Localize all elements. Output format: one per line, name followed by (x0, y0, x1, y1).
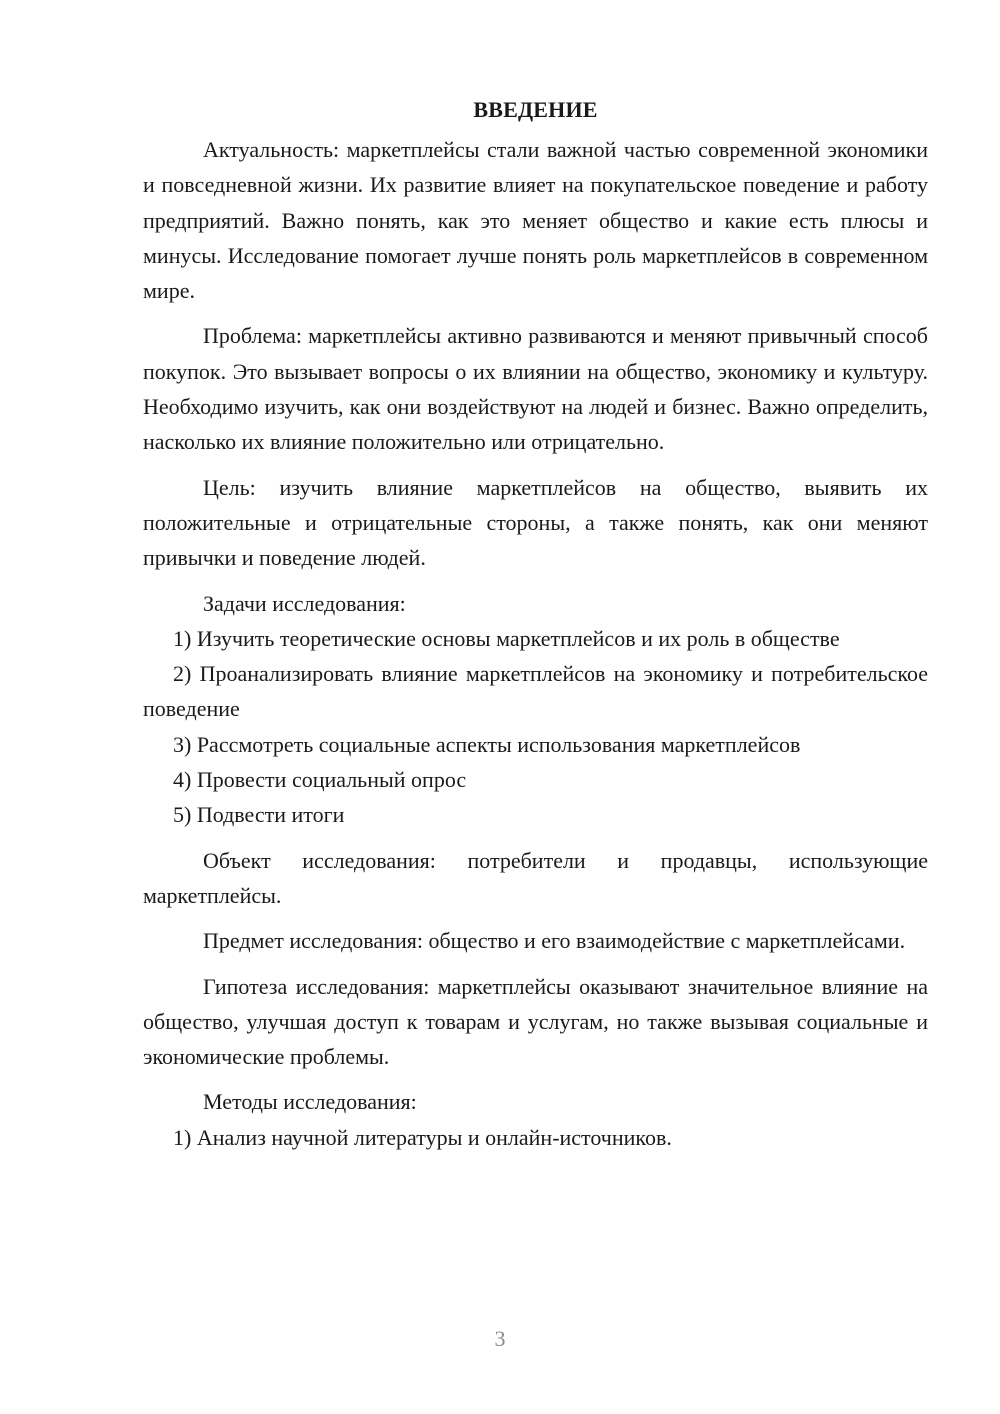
paragraph-problem: Проблема: маркетплейсы активно развиваются и меняют привычный способ покупок. Это вызывает вопросы о их влиянии на общество, экономику и культуру. Необходимо изучить, как они воздействуют на людей и бизнес. Важно определить, насколько их влияние положительно или отрицательно. (143, 323, 928, 455)
task-item-1: 1) Изучить теоретические основы маркетплейсов и их роль в обществе (173, 625, 840, 651)
document-page (143, 92, 928, 1155)
method-item-1: 1) Анализ научной литературы и онлайн-источников. (173, 1124, 672, 1150)
paragraph-subject: Предмет исследования: общество и его взаимодействие с маркетплейсами. (203, 928, 906, 954)
paragraph-relevance: Актуальность: маркетплейсы стали важной частью современной экономики и повседневной жизни. Их развитие влияет на покупательское поведение и работу предприятий. Важно понять, как это меняет общество и какие есть плюсы и минусы. Исследование помогает лучше понять роль маркетплейсов в современном мире. (143, 137, 928, 304)
task-item-4: 4) Провести социальный опрос (173, 767, 467, 793)
task-item-5: 5) Подвести итоги (173, 802, 345, 828)
task-item-3: 3) Рассмотреть социальные аспекты использования маркетплейсов (173, 731, 801, 757)
paragraph-object: Объект исследования: потребители и продавцы, использующие маркетплейсы. (143, 847, 928, 908)
tasks-heading: Задачи исследования: (203, 590, 406, 616)
paragraph-hypothesis: Гипотеза исследования: маркетплейсы оказывают значительное влияние на общество, улучшая доступ к товарам и услугам, но также вызывая социальные и экономические проблемы. (143, 973, 928, 1070)
section-title: ВВЕДЕНИЕ (473, 97, 598, 122)
task-item-2: 2) Проанализировать влияние маркетплейсов на экономику и потребительское поведение (143, 661, 928, 722)
paragraph-goal: Цель: изучить влияние маркетплейсов на общество, выявить их положительные и отрицательные стороны, а также понять, как они меняют привычки и поведение людей. (143, 474, 928, 571)
page-number: 3 (494, 1326, 506, 1351)
methods-heading: Методы исследования: (203, 1089, 417, 1115)
